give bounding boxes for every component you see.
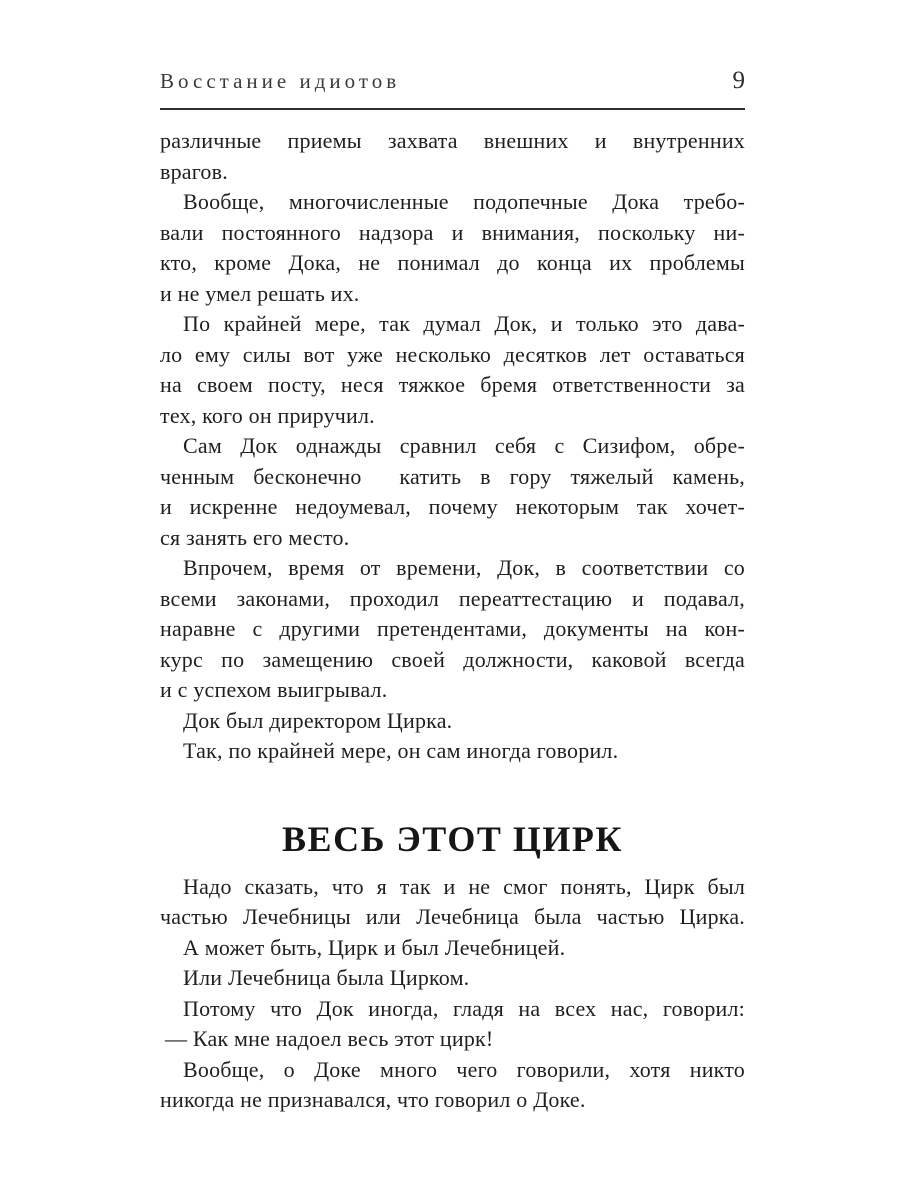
running-header xyxy=(160,0,745,96)
text-line: Док был директором Цирка. xyxy=(183,707,453,733)
paragraph xyxy=(160,963,745,994)
text-line: всеми законами, проходил переаттестацию и подавал, xyxy=(160,585,745,611)
text-line: врагов. xyxy=(160,158,228,184)
text-line: ло ему силы вот уже несколько десятков лет оставаться xyxy=(160,341,745,367)
paragraph xyxy=(160,1055,745,1116)
running-title: Восстание идиотов xyxy=(160,69,401,93)
text-block xyxy=(160,0,745,1116)
text-line: наравне с другими претендентами, документы на кон- xyxy=(160,616,745,641)
text-line: и с успехом выигрывал. xyxy=(160,677,388,702)
paragraph xyxy=(160,187,745,309)
paragraph xyxy=(160,933,745,964)
text-line: Сам Док однажды сравнил себя с Сизифом, обре- xyxy=(183,433,745,458)
text-line: Потому что Док иногда, гладя на всех нас, говорил: xyxy=(183,995,745,1021)
paragraph xyxy=(160,706,745,737)
text-line: — Как мне надоел весь этот цирк! xyxy=(165,1026,494,1051)
text-line: Или Лечебница была Цирком. xyxy=(183,965,470,990)
paragraph xyxy=(160,553,745,706)
text-line: А может быть, Цирк и был Лечебницей. xyxy=(183,934,566,960)
text-line: По крайней мере, так думал Док, и только это дава- xyxy=(183,311,745,336)
page-body xyxy=(160,110,745,1116)
text-line: курс по замещению своей должности, каковой всегда xyxy=(160,646,745,672)
text-line: частью Лечебницы или Лечебница была частью Цирка. xyxy=(160,904,745,929)
text-line: Впрочем, время от времени, Док, в соответствии со xyxy=(183,555,745,580)
text-line: вали постоянного надзора и внимания, поскольку ни- xyxy=(160,219,745,245)
text-line: ся занять его место. xyxy=(160,524,350,550)
paragraph xyxy=(160,994,745,1025)
dialogue-paragraph xyxy=(160,1024,745,1055)
section-title: ВЕСЬ ЭТОТ ЦИРК xyxy=(282,818,623,859)
text-line: и не умел решать их. xyxy=(160,280,360,306)
text-line: на своем посту, неся тяжкое бремя ответственности за xyxy=(160,372,745,397)
text-line: различные приемы захвата внешних и внутренних xyxy=(160,128,745,153)
text-line: никогда не признавался, что говорил о Доке. xyxy=(160,1087,586,1112)
paragraph xyxy=(160,309,745,431)
text-line: и искренне недоумевал, почему некоторым так хочет- xyxy=(160,494,745,519)
paragraph xyxy=(160,872,745,933)
text-line: Вообще, многочисленные подопечные Дока требо- xyxy=(183,189,745,214)
paragraph xyxy=(160,126,745,187)
text-line: ченным бесконечно катить в гору тяжелый камень, xyxy=(160,463,745,489)
text-line: Так, по крайней мере, он сам иногда говорил. xyxy=(183,738,619,763)
text-line: Надо сказать, что я так и не смог понять, Цирк был xyxy=(183,873,745,899)
text-line: Вообще, о Доке много чего говорили, хотя никто xyxy=(183,1056,745,1082)
page-number: 9 xyxy=(732,67,745,94)
paragraph xyxy=(160,431,745,553)
text-line: кто, кроме Дока, не понимал до конца их проблемы xyxy=(160,250,745,275)
text-line: тех, кого он приручил. xyxy=(160,402,375,428)
paragraph xyxy=(160,736,745,767)
